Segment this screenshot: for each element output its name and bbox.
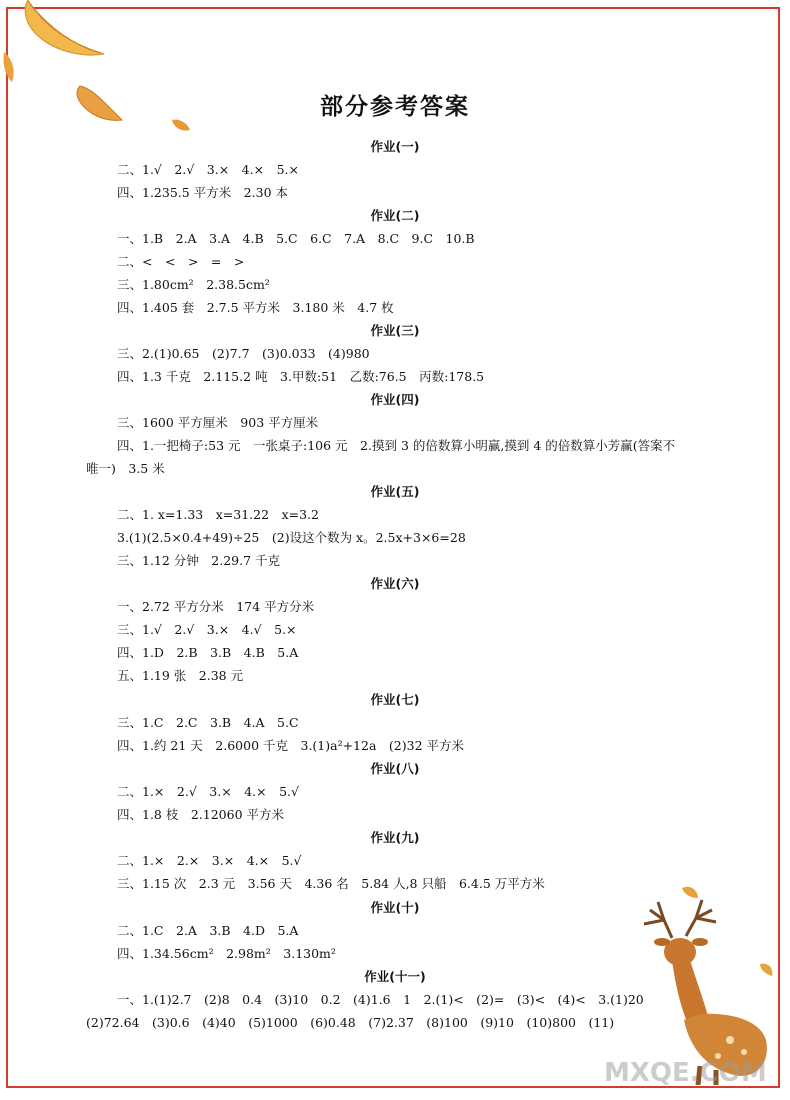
watermark [600, 1055, 776, 1089]
deer-spot [726, 1036, 734, 1044]
small-leaf [760, 964, 772, 976]
section-heading-10: 作业(十) [370, 900, 420, 915]
section-heading-8: 作业(八) [370, 761, 420, 776]
large-leaf [25, 0, 104, 55]
answer-line: 四、1.一把椅子:53 元 一张桌子:106 元 2.摸到 3 的倍数算小明赢,摸到 4 的倍数算小芳赢(答案不 [117, 438, 676, 453]
answer-line: 五、1.19 张 2.38 元 [117, 668, 244, 683]
section-heading-5: 作业(五) [370, 484, 420, 499]
small-leaf [682, 887, 698, 898]
small-leaf-left [3, 52, 13, 82]
answer-line: 四、1.约 21 天 2.6000 千克 3.(1)a²+12a (2)32 平方米 [117, 738, 465, 753]
answer-line: 一、1.B 2.A 3.A 4.B 5.C 6.C 7.A 8.C 9.C 10.B [117, 231, 475, 246]
answer-line: 三、1.C 2.C 3.B 4.A 5.C [117, 715, 299, 730]
answer-line: 一、1.(1)2.7 (2)8 0.4 (3)10 0.2 (4)1.6 1 2.(1)< (2)= (3)< (4)< 3.(1)20 [117, 992, 644, 1007]
deer-ear-left [654, 938, 670, 946]
section-heading-7: 作业(七) [370, 692, 420, 707]
section-heading-9: 作业(九) [370, 830, 420, 845]
section-heading-6: 作业(六) [370, 576, 420, 591]
answer-line: 3.(1)(2.5×0.4+49)÷25 (2)设这个数为 x。2.5x+3×6=28 [117, 530, 466, 545]
section-heading-4: 作业(四) [370, 392, 420, 407]
section-heading-3: 作业(三) [370, 323, 420, 338]
answer-line: 四、1.D 2.B 3.B 4.B 5.A [117, 645, 299, 660]
answer-line: 二、1.C 2.A 3.B 4.D 5.A [117, 923, 299, 938]
deer-antler-left [644, 902, 672, 938]
answer-line: 四、1.34.56cm² 2.98m² 3.130m² [117, 946, 336, 961]
section-heading-11: 作业(十一) [364, 969, 426, 984]
section-heading-1: 作业(一) [370, 139, 420, 154]
answer-line: 一、2.72 平方分米 174 平方分米 [117, 599, 315, 614]
answer-line: 二、1.× 2.× 3.× 4.× 5.√ [117, 853, 302, 868]
answer-line: 三、1.15 次 2.3 元 3.56 天 4.36 名 5.84 人,8 只船 6.4.5 万平方米 [117, 876, 545, 891]
answer-line: 二、1. x=1.33 x=31.22 x=3.2 [117, 507, 319, 522]
deer-antler-right [686, 900, 716, 936]
answer-line: 四、1.3 千克 2.115.2 吨 3.甲数:51 乙数:76.5 丙数:178.5 [117, 369, 485, 384]
answer-line: 三、1.80cm² 2.38.5cm² [117, 277, 270, 292]
answer-line: 三、1.√ 2.√ 3.× 4.√ 5.× [117, 622, 297, 637]
section-heading-2: 作业(二) [370, 208, 420, 223]
tiny-leaf [172, 120, 190, 131]
answer-line: 二、1.√ 2.√ 3.× 4.× 5.× [117, 162, 299, 177]
answer-line: 唯一) 3.5 米 [86, 461, 165, 476]
answer-line: 四、1.235.5 平方米 2.30 本 [117, 185, 288, 200]
page-title: 部分参考答案 [320, 94, 470, 120]
answer-line: 四、1.8 枝 2.12060 平方米 [117, 807, 285, 822]
watermark-text: MXQE.COM [604, 1058, 767, 1088]
answer-line: 三、2.(1)0.65 (2)7.7 (3)0.033 (4)980 [117, 346, 370, 361]
answer-line: 四、1.405 套 2.7.5 平方米 3.180 米 4.7 枚 [117, 300, 394, 315]
answer-line: (2)72.64 (3)0.6 (4)40 (5)1000 (6)0.48 (7)2.37 (8)100 (9)10 (10)800 (11) [86, 1015, 615, 1030]
answer-line: 二、< < > = > [117, 254, 245, 269]
answer-line: 三、1.12 分钟 2.29.7 千克 [117, 553, 281, 568]
answer-line: 三、1600 平方厘米 903 平方厘米 [117, 415, 319, 430]
deer-ear-right [692, 938, 708, 946]
answer-line: 二、1.× 2.√ 3.× 4.× 5.√ [117, 784, 299, 799]
